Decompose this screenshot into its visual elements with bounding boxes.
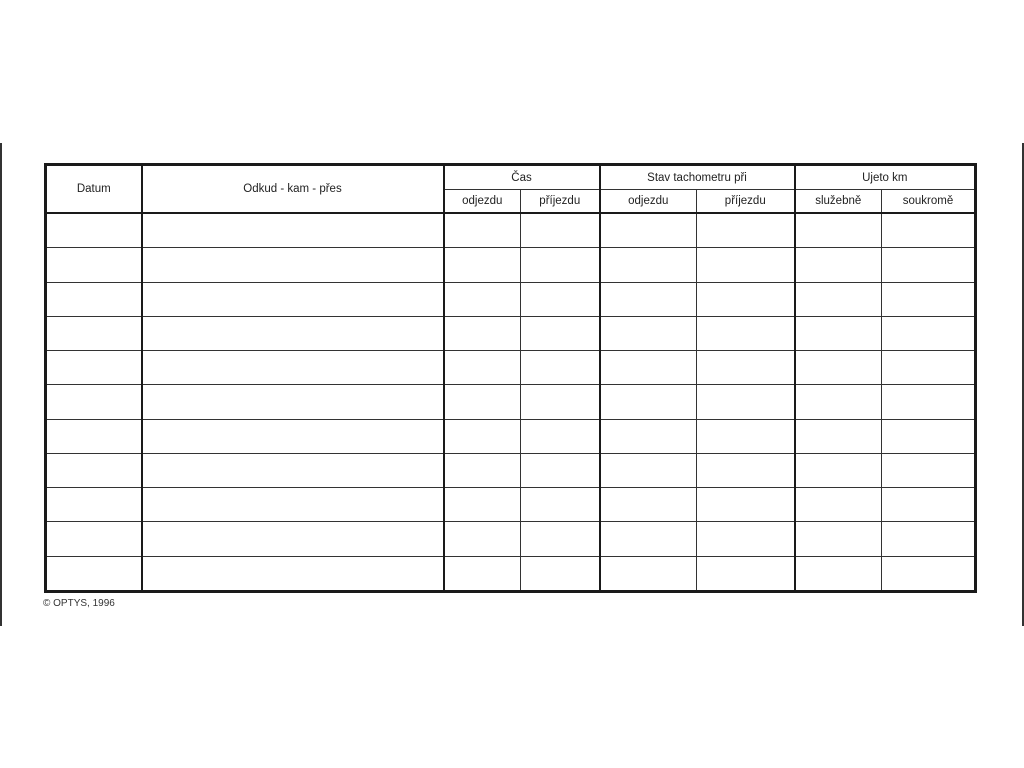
cell-cas-odjezdu: [444, 351, 521, 385]
cell-route: [142, 248, 444, 282]
cell-tach-odjezdu: [600, 282, 697, 316]
cell-tach-odjezdu: [600, 522, 697, 556]
table-row: [46, 522, 976, 556]
table-row: [46, 351, 976, 385]
header-cas-odjezdu: odjezdu: [444, 190, 521, 214]
trip-log-table: [44, 163, 977, 593]
header-tachometr: Stav tachometru při: [600, 165, 795, 190]
cell-tach-prijezdu: [697, 351, 795, 385]
cell-cas-odjezdu: [444, 248, 521, 282]
cell-km-sluzebne: [795, 453, 882, 487]
cell-km-soukrome: [882, 488, 976, 522]
cell-cas-odjezdu: [444, 385, 521, 419]
cell-cas-prijezdu: [521, 248, 600, 282]
cell-tach-prijezdu: [697, 556, 795, 591]
header-route: Odkud - kam - přes: [142, 165, 444, 214]
cell-km-soukrome: [882, 453, 976, 487]
cell-tach-odjezdu: [600, 556, 697, 591]
cell-route: [142, 213, 444, 248]
table-row: [46, 453, 976, 487]
cell-tach-prijezdu: [697, 419, 795, 453]
cell-km-soukrome: [882, 316, 976, 350]
cell-km-sluzebne: [795, 385, 882, 419]
cell-cas-odjezdu: [444, 213, 521, 248]
header-sluzebne: služebně: [795, 190, 882, 214]
cell-cas-prijezdu: [521, 419, 600, 453]
cell-tach-prijezdu: [697, 522, 795, 556]
table-row: [46, 213, 976, 248]
cell-cas-odjezdu: [444, 556, 521, 591]
cell-datum: [46, 351, 142, 385]
header-soukrome: soukromě: [882, 190, 976, 214]
cell-route: [142, 316, 444, 350]
cell-km-sluzebne: [795, 488, 882, 522]
copyright-notice: © OPTYS, 1996: [43, 598, 115, 609]
header-cas-prijezdu: příjezdu: [521, 190, 600, 214]
cell-cas-odjezdu: [444, 522, 521, 556]
cell-tach-odjezdu: [600, 453, 697, 487]
cell-km-soukrome: [882, 248, 976, 282]
header-tach-odjezdu: odjezdu: [600, 190, 697, 214]
cell-datum: [46, 488, 142, 522]
header-datum: Datum: [46, 165, 142, 214]
cell-km-soukrome: [882, 522, 976, 556]
cell-tach-odjezdu: [600, 316, 697, 350]
cell-tach-odjezdu: [600, 213, 697, 248]
cell-cas-odjezdu: [444, 453, 521, 487]
cell-km-sluzebne: [795, 351, 882, 385]
table-row: [46, 488, 976, 522]
table-row: [46, 316, 976, 350]
cell-cas-prijezdu: [521, 522, 600, 556]
cell-tach-odjezdu: [600, 351, 697, 385]
cell-tach-prijezdu: [697, 248, 795, 282]
cell-km-sluzebne: [795, 419, 882, 453]
cell-cas-prijezdu: [521, 488, 600, 522]
cell-datum: [46, 248, 142, 282]
cell-tach-odjezdu: [600, 419, 697, 453]
cell-km-sluzebne: [795, 316, 882, 350]
cell-cas-odjezdu: [444, 282, 521, 316]
cell-datum: [46, 453, 142, 487]
cell-cas-prijezdu: [521, 453, 600, 487]
cell-tach-prijezdu: [697, 385, 795, 419]
cell-tach-odjezdu: [600, 488, 697, 522]
table-row: [46, 385, 976, 419]
cell-km-sluzebne: [795, 556, 882, 591]
table-row: [46, 282, 976, 316]
table-row: [46, 248, 976, 282]
cell-datum: [46, 385, 142, 419]
cell-route: [142, 488, 444, 522]
cell-tach-prijezdu: [697, 488, 795, 522]
header-tach-prijezdu: příjezdu: [697, 190, 795, 214]
cell-km-sluzebne: [795, 522, 882, 556]
cell-cas-prijezdu: [521, 385, 600, 419]
cell-datum: [46, 282, 142, 316]
cell-datum: [46, 522, 142, 556]
cell-route: [142, 282, 444, 316]
cell-route: [142, 351, 444, 385]
header-ujeto: Ujeto km: [795, 165, 976, 190]
cell-cas-prijezdu: [521, 213, 600, 248]
cell-tach-prijezdu: [697, 213, 795, 248]
cell-tach-prijezdu: [697, 453, 795, 487]
cell-cas-odjezdu: [444, 488, 521, 522]
cell-cas-odjezdu: [444, 316, 521, 350]
page-edge-left: [0, 143, 2, 626]
cell-km-soukrome: [882, 213, 976, 248]
cell-km-soukrome: [882, 556, 976, 591]
table-row: [46, 556, 976, 591]
cell-tach-odjezdu: [600, 385, 697, 419]
cell-cas-prijezdu: [521, 556, 600, 591]
cell-tach-odjezdu: [600, 248, 697, 282]
cell-km-soukrome: [882, 419, 976, 453]
cell-route: [142, 453, 444, 487]
cell-route: [142, 419, 444, 453]
cell-cas-prijezdu: [521, 316, 600, 350]
cell-tach-prijezdu: [697, 316, 795, 350]
cell-cas-prijezdu: [521, 351, 600, 385]
cell-tach-prijezdu: [697, 282, 795, 316]
cell-datum: [46, 213, 142, 248]
cell-route: [142, 556, 444, 591]
cell-route: [142, 385, 444, 419]
header-cas: Čas: [444, 165, 600, 190]
cell-km-soukrome: [882, 282, 976, 316]
cell-route: [142, 522, 444, 556]
cell-km-soukrome: [882, 351, 976, 385]
cell-km-sluzebne: [795, 248, 882, 282]
cell-km-sluzebne: [795, 213, 882, 248]
cell-km-sluzebne: [795, 282, 882, 316]
cell-cas-odjezdu: [444, 419, 521, 453]
cell-km-soukrome: [882, 385, 976, 419]
table-row: [46, 419, 976, 453]
cell-cas-prijezdu: [521, 282, 600, 316]
cell-datum: [46, 316, 142, 350]
cell-datum: [46, 556, 142, 591]
cell-datum: [46, 419, 142, 453]
